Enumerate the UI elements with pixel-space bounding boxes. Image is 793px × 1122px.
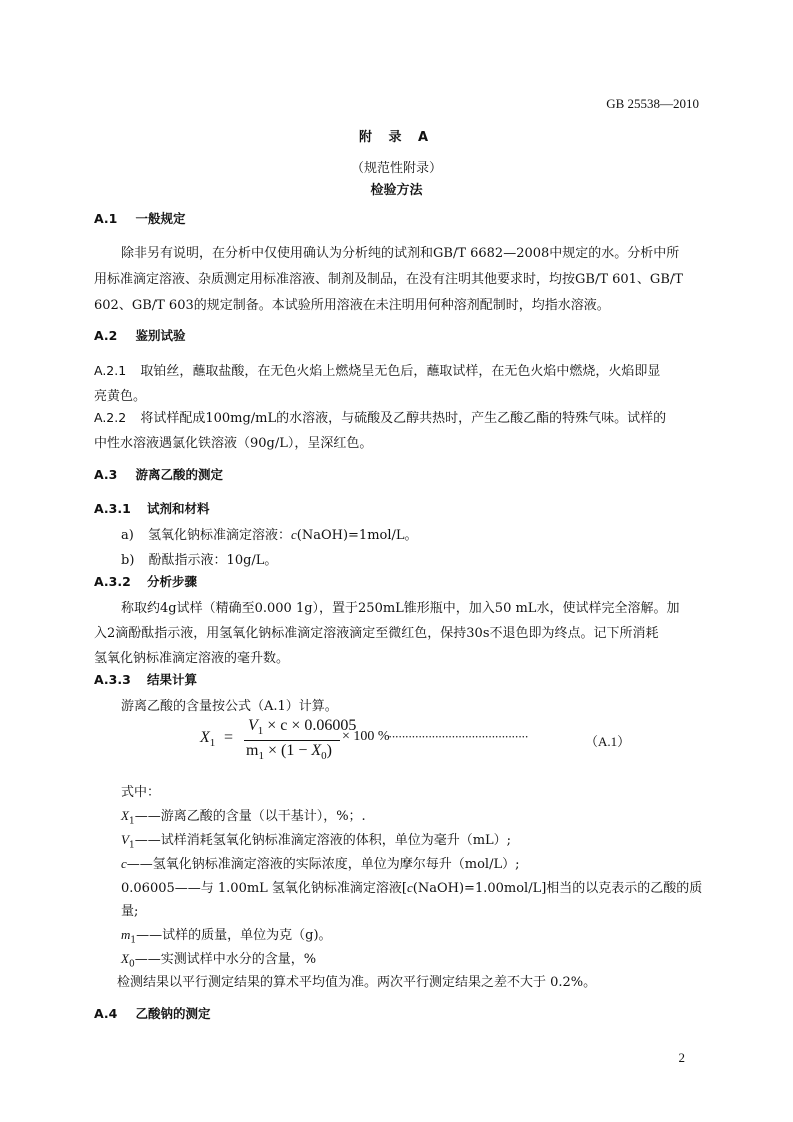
legend-constant-cont: 量; bbox=[121, 904, 139, 919]
formula-equals: = bbox=[224, 729, 234, 746]
section-a4-heading bbox=[94, 1004, 211, 1022]
appendix-heading: 检验方法 bbox=[370, 183, 423, 198]
appendix-title: 附 录 A bbox=[358, 130, 435, 145]
page-number: 2 bbox=[678, 1050, 685, 1065]
legend-v1: $V_1——$试样消耗氢氧化钠标准滴定溶液的体积，单位为毫升（mL）; bbox=[121, 832, 512, 851]
document-code: GB 25538—2010 bbox=[606, 96, 699, 111]
section-title: 鉴别试验 bbox=[135, 328, 186, 343]
result-statement: 检测结果以平行测定结果的算术平均值为准。两次平行测定结果之差不大于 0.2%。 bbox=[117, 975, 597, 990]
legend-x1: $X_1——$游离乙酸的含量（以干基计），%；. bbox=[121, 808, 366, 827]
section-number: A.1 bbox=[94, 211, 118, 226]
section-title: 游离乙酸的测定 bbox=[135, 467, 224, 482]
variable-c: c bbox=[290, 527, 297, 542]
subsection-number: A.3.2 bbox=[94, 574, 131, 589]
section-number: A.2 bbox=[94, 328, 118, 343]
legend-intro: 式中： bbox=[121, 785, 161, 800]
section-a1-heading bbox=[94, 209, 186, 227]
paragraph-line: 氢氧化钠标准滴定溶液的毫升数。 bbox=[94, 651, 290, 666]
subsection-title: 分析步骤 bbox=[146, 574, 197, 589]
formula-lhs: $X_1$ bbox=[200, 729, 216, 750]
clause-text: 取铂丝，蘸取盐酸，在无色火焰上燃烧呈无色后，蘸取试样，在无色火焰中燃烧，火焰即显 bbox=[140, 364, 661, 379]
subsection-title: 试剂和材料 bbox=[146, 501, 210, 516]
subsection-a33-heading bbox=[94, 670, 197, 688]
paragraph-line: 用标准滴定溶液、杂质测定用标准溶液、制剂及制品，在没有注明其他要求时，均按GB/T 601、GB/T bbox=[94, 272, 683, 287]
list-item bbox=[121, 549, 277, 568]
clause-text: 将试样配成100mg/mL的水溶液，与硫酸及乙醇共热时，产生乙酸乙酯的特殊气味。试样的 bbox=[140, 411, 667, 426]
legend-x0: $X_0——$实测试样中水分的含量，% bbox=[121, 951, 317, 970]
paragraph-line: 入2滴酚酞指示液，用氢氧化钠标准滴定溶液滴定至微红色，保持30s不退色即为终点。记下所消耗 bbox=[94, 626, 659, 641]
formula-reference: （A.1） bbox=[585, 734, 631, 749]
list-text: 氢氧化钠标准滴定溶液： bbox=[147, 528, 291, 543]
formula-times-100: × 100 % bbox=[342, 729, 390, 744]
section-a2-heading bbox=[94, 326, 186, 344]
formula-denominator: $m_1 \times (1 - X_0)$ bbox=[246, 742, 332, 763]
paragraph-line bbox=[94, 360, 660, 379]
fraction-bar bbox=[244, 740, 340, 741]
clause-number: A.2.2 bbox=[94, 410, 127, 425]
list-label: a) bbox=[121, 528, 134, 543]
subsection-number: A.3.1 bbox=[94, 501, 131, 516]
legend-c: c——氢氧化钠标准滴定溶液的实际浓度，单位为摩尔每升（mol/L）; bbox=[121, 856, 520, 872]
legend-constant: 0.06005——与 1.00mL 氢氧化钠标准滴定溶液[c(NaOH)=1.00mol/L]相当的以克表示的乙酸的质 bbox=[121, 880, 703, 896]
subsection-title: 结果计算 bbox=[146, 672, 197, 687]
clause-number: A.2.1 bbox=[94, 363, 127, 378]
formula-leader-dots: ·········································· bbox=[388, 729, 528, 744]
subsection-a32-heading bbox=[94, 572, 197, 590]
paragraph-line: 游离乙酸的含量按公式（A.1）计算。 bbox=[121, 699, 338, 714]
paragraph-line bbox=[94, 407, 666, 426]
subsection-number: A.3.3 bbox=[94, 672, 131, 687]
list-label: b) bbox=[121, 553, 135, 568]
formula-numerator: $V_1 \times c \times 0.06005$ bbox=[248, 717, 357, 738]
section-number: A.4 bbox=[94, 1006, 118, 1021]
subsection-a31-heading bbox=[94, 499, 209, 517]
formula-a1 bbox=[200, 717, 660, 769]
paragraph-line: 除非另有说明，在分析中仅使用确认为分析纯的试剂和GB/T 6682—2008中规定的水。分析中所 bbox=[121, 246, 680, 261]
paragraph-line: 亮黄色。 bbox=[94, 389, 147, 404]
paragraph-line: 称取约4g试样（精确至0.000 1g），置于250mL锥形瓶中，加入50 mL水，使试样完全溶解。加 bbox=[121, 601, 680, 616]
appendix-subtitle: （规范性附录） bbox=[350, 161, 442, 176]
list-item bbox=[121, 524, 418, 543]
section-title: 一般规定 bbox=[135, 211, 186, 226]
paragraph-line: 中性水溶液遇氯化铁溶液（90g/L），呈深红色。 bbox=[94, 436, 373, 451]
list-value: (NaOH)=1mol/L。 bbox=[296, 528, 418, 543]
section-number: A.3 bbox=[94, 467, 118, 482]
section-title: 乙酸钠的测定 bbox=[135, 1006, 211, 1021]
list-text: 酚酞指示液：10g/L。 bbox=[148, 553, 278, 568]
section-a3-heading bbox=[94, 465, 223, 483]
paragraph-line: 602、GB/T 603的规定制备。本试验所用溶液在未注明用何种溶剂配制时，均指水溶液。 bbox=[94, 298, 610, 313]
legend-m1: $m_1——$试样的质量，单位为克（g)。 bbox=[121, 927, 332, 946]
